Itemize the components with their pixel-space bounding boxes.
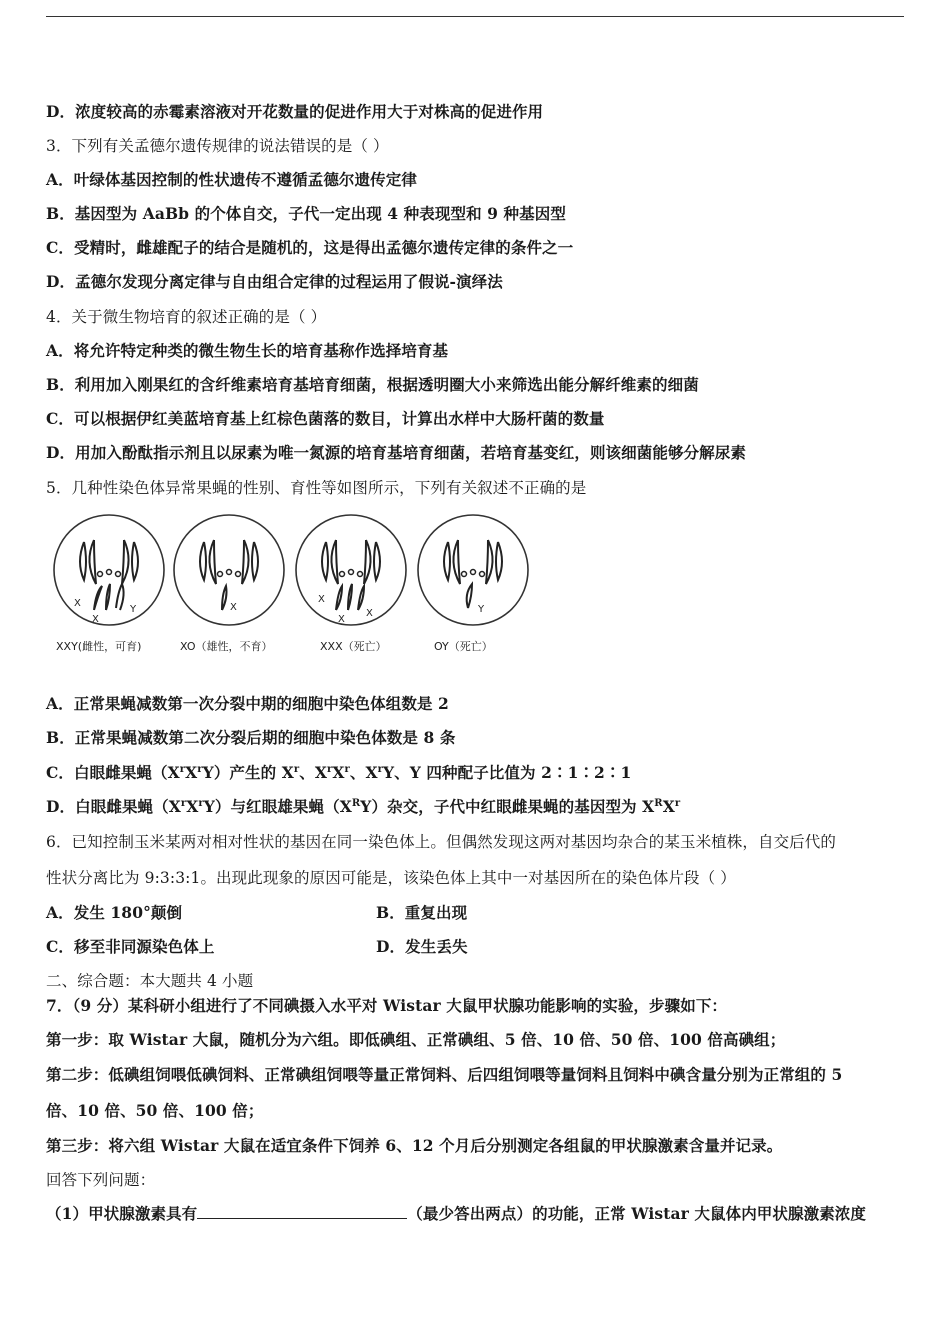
q3-option-d: D．孟德尔发现分离定律与自由组合定律的过程运用了假说-演绎法 — [46, 272, 503, 291]
q4-option-c: C．可以根据伊红美蓝培育基上红棕色菌落的数目，计算出水样中大肠杆菌的数量 — [46, 409, 605, 428]
caption-xo: XO（雄性，不育） — [180, 640, 273, 653]
caption-xxy: XXY(雌性，可育) — [56, 640, 142, 653]
answer-blank[interactable] — [197, 1204, 407, 1219]
q4-option-d: D．用加入酚酞指示剂且以尿素为唯一氮源的培育基培育细菌，若培育基变红，则该细菌能够分解尿素 — [46, 443, 746, 462]
q7-stem: 7．（9 分）某科研小组进行了不同碘摄入水平对 Wistar 大鼠甲状腺功能影响的实验，步骤如下： — [46, 996, 728, 1015]
q7-step2-line2: 倍、10 倍、50 倍、100 倍； — [46, 1101, 264, 1120]
q7-answer-prompt: 回答下列问题： — [46, 1171, 156, 1189]
q5-option-d: D．白眼雌果蝇$(X^rX^rY)$与红眼雄果蝇$(X^RY)$杂交，子代中红眼雌果蝇的基因型为 $X^RX^r$ — [46, 797, 681, 816]
q3-stem: 3．下列有关孟德尔遗传规律的说法错误的是（ ） — [46, 137, 389, 155]
q7-sub1: （1）甲状腺激素具有 （最少答出两点）的功能，正常 Wistar 大鼠体内甲状腺激素浓度 — [46, 1204, 867, 1223]
cell-xxy — [54, 515, 164, 625]
q3-option-c: C．受精时，雌雄配子的结合是随机的，这是得出孟德尔遗传定律的条件之一 — [46, 238, 574, 257]
q7-step3: 第三步：将六组 Wistar 大鼠在适宜条件下饲养 6、12 个月后分别测定各组鼠的甲状腺激素含量并记录。 — [46, 1136, 783, 1155]
q4-option-a: A．将允许特定种类的微生物生长的培育基称作选择培育基 — [46, 341, 449, 360]
chromosome-diagram — [48, 512, 538, 637]
caption-oy: OY（死亡） — [434, 640, 493, 653]
svg-text:X: X — [338, 614, 345, 625]
q2-option-d: D．浓度较高的赤霉素溶液对开花数量的促进作用大于对株高的促进作用 — [46, 102, 544, 121]
svg-text:X: X — [230, 602, 237, 613]
cell-xxx — [296, 515, 406, 625]
svg-text:X: X — [318, 594, 325, 605]
svg-text:X: X — [74, 598, 81, 609]
svg-text:Y: Y — [130, 604, 137, 615]
section-heading: 二、综合题：本大题共 4 小题 — [46, 972, 254, 990]
q4-option-b: B．利用加入刚果红的含纤维素培育基培育细菌，根据透明圈大小来筛选出能分解纤维素的细菌 — [46, 375, 699, 394]
q7-step1: 第一步：取 Wistar 大鼠，随机分为六组。即低碘组、正常碘组、5 倍、10 倍、50 倍、100 倍高碘组； — [46, 1030, 786, 1049]
q6-option-d: D．发生丢失 — [376, 937, 468, 956]
chromosome-figure — [48, 512, 538, 662]
cell-oy — [418, 515, 528, 625]
q5-option-a: A．正常果蝇减数第一次分裂中期的细胞中染色体组数是 2 — [46, 694, 449, 713]
caption-xxx: XXX（死亡） — [320, 640, 387, 653]
q6-option-b: B．重复出现 — [376, 903, 468, 922]
q3-option-a: A．叶绿体基因控制的性状遗传不遵循孟德尔遗传定律 — [46, 170, 417, 189]
header-rule — [46, 16, 904, 17]
q3-option-b: B．基因型为 AaBb 的个体自交，子代一定出现 4 种表现型和 9 种基因型 — [46, 204, 566, 223]
q5-option-b: B．正常果蝇减数第二次分裂后期的细胞中染色体数是 8 条 — [46, 728, 456, 747]
q6-stem-line1: 6．已知控制玉米某两对相对性状的基因在同一染色体上。但偶然发现这两对基因均杂合的某玉米植株，自交后代的 — [46, 833, 836, 851]
q7-step2-line1: 第二步：低碘组饲喂低碘饲料、正常碘组饲喂等量正常饲料、后四组饲喂等量饲料且饲料中碘含量分别为正常组的 5 — [46, 1065, 843, 1084]
q5-stem: 5．几种性染色体异常果蝇的性别、育性等如图所示，下列有关叙述不正确的是 — [46, 479, 587, 497]
q6-option-c: C．移至非同源染色体上 — [46, 937, 215, 956]
q4-stem: 4．关于微生物培育的叙述正确的是（ ） — [46, 308, 327, 326]
svg-text:X: X — [366, 608, 373, 619]
q6-option-a: A．发生 180°颠倒 — [46, 903, 183, 922]
q5-option-c: C．白眼雌果蝇$(X^rX^rY)$产生的 $X^r$、$X^rX^r$、$X^rY$、Y 四种配子比值为 2∶1∶2∶1 — [46, 763, 632, 782]
cell-xo — [174, 515, 284, 625]
svg-text:X: X — [92, 614, 99, 625]
svg-text:Y: Y — [478, 604, 485, 615]
q6-stem-line2: 性状分离比为 9:3:3:1。出现此现象的原因可能是，该染色体上其中一对基因所在的染色体片段（ ） — [46, 869, 736, 887]
